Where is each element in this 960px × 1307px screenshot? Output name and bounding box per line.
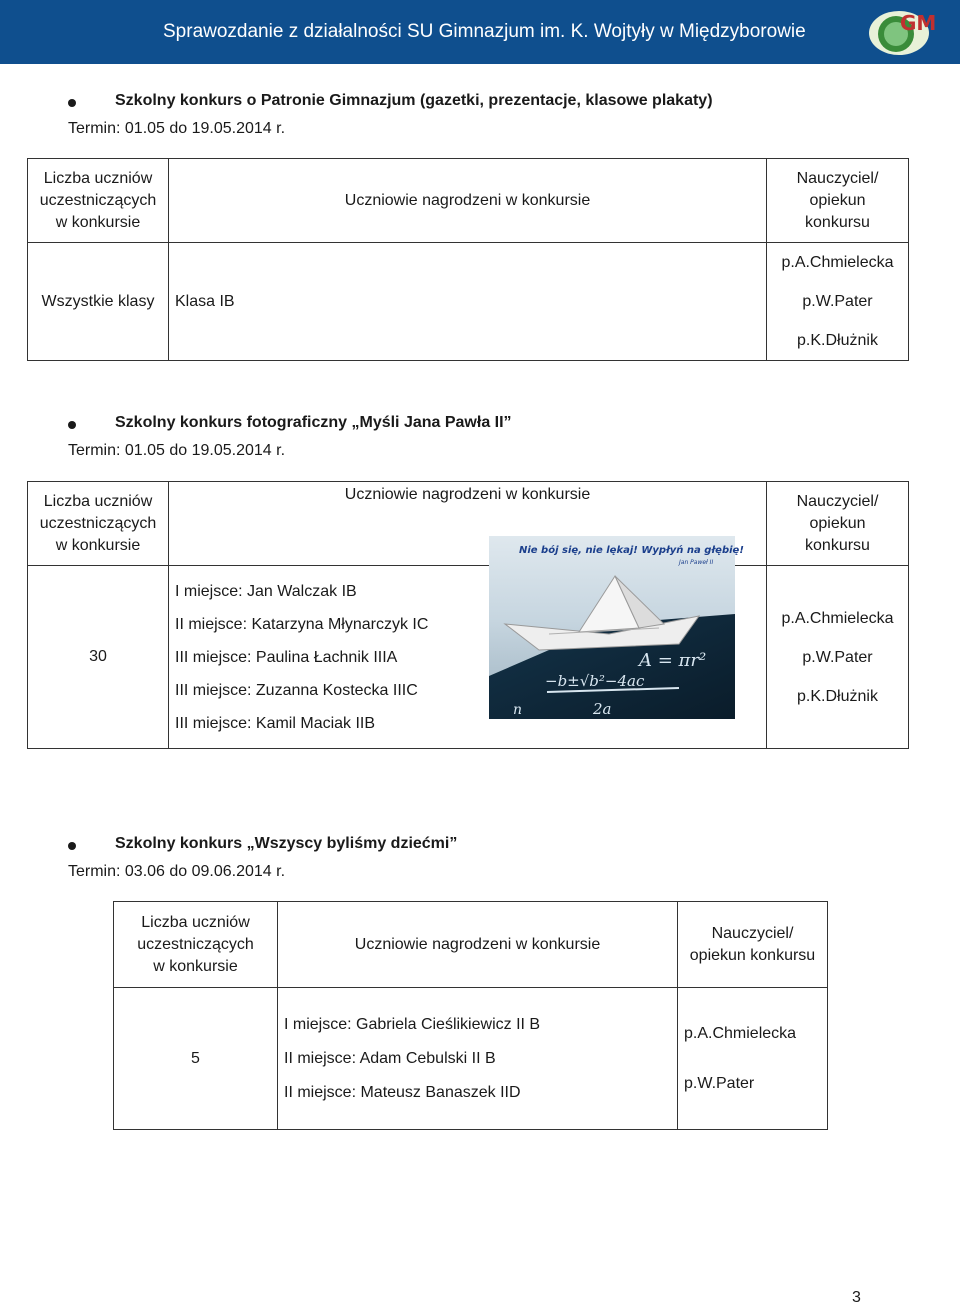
winner-item: II miejsce: Katarzyna Młynarczyk IC [175,615,429,633]
winner-item: III miejsce: Paulina Łachnik IIIA [175,648,398,666]
formula-area: A = πr² [639,650,707,671]
bullet-icon [68,842,76,850]
bullet-icon [68,99,76,107]
teachers-cell: p.A.Chmielecka p.W.Pater [678,988,828,1130]
page-header [0,0,960,64]
image-author: Jan Paweł II [679,559,714,566]
section2-termin: Termin: 01.05 do 19.05.2014 r. [68,442,286,459]
section1-table [27,158,909,361]
formula-quadratic: −b±√b²−4ac [545,672,645,690]
header-winners: Uczniowie nagrodzeni w konkursie [169,482,767,566]
winners-cell: Klasa IB [169,243,767,361]
logo-text: GM [900,11,937,35]
formula-n: n [513,702,523,718]
section3-table [113,901,828,1130]
image-caption: Nie bój się, nie lękaj! Wypłyń na głębię! [519,545,744,556]
formula-denominator: 2a [593,700,612,718]
header-participants: Liczba uczniów uczestniczących w konkursie [28,159,169,243]
header-teacher: Nauczyciel/ opiekun konkursu [767,482,909,566]
header-winners: Uczniowie nagrodzeni w konkursie [169,159,767,243]
school-logo [866,6,937,58]
winner-item: I miejsce: Gabriela Cieślikiewicz II B [284,1015,541,1033]
header-teacher: Nauczyciel/ opiekun konkursu [767,159,909,243]
bullet-icon [68,421,76,429]
header-teacher: Nauczyciel/ opiekun konkursu [678,902,828,988]
winner-item: III miejsce: Zuzanna Kostecka IIIC [175,681,418,699]
winner-item: II miejsce: Mateusz Banaszek IID [284,1083,521,1101]
participants-count: 30 [28,566,169,749]
participants-count: 5 [114,988,278,1130]
header-participants: Liczba uczniów uczestniczących w konkursie [28,482,169,566]
teachers-cell: p.A.Chmielecka p.W.Pater p.K.Dłużnik [767,243,909,361]
teachers-cell: p.A.Chmielecka p.W.Pater p.K.Dłużnik [767,566,909,749]
section3-termin: Termin: 03.06 do 09.06.2014 r. [68,863,286,880]
page-number: 3 [852,1289,861,1306]
participants-count: Wszystkie klasy [28,243,169,361]
winner-item: I miejsce: Jan Walczak IB [175,582,357,600]
winners-cell [278,988,678,1130]
section1-termin: Termin: 01.05 do 19.05.2014 r. [68,120,286,137]
paper-boat-image [489,536,744,719]
header-title: Sprawozdanie z działalności SU Gimnazjum im. K. Wojtyły w Międzyborowie [163,21,806,42]
header-participants: Liczba uczniów uczestniczących w konkursie [114,902,278,988]
winner-item: III miejsce: Kamil Maciak IIB [175,714,376,732]
section2-table [27,481,909,749]
winner-item: II miejsce: Adam Cebulski II B [284,1049,496,1067]
header-winners: Uczniowie nagrodzeni w konkursie [278,902,678,988]
